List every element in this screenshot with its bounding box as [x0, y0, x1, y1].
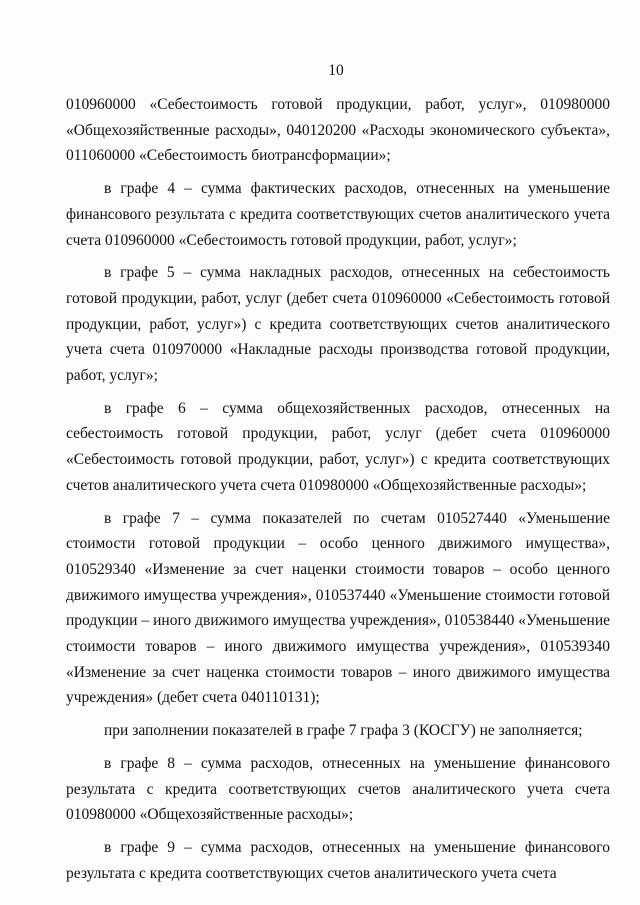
paragraph-4: в графе 6 – сумма общехозяйственных расходов, отнесенных на себестоимость готовой продукции, работ, услуг (дебет счета 010960000 «Себестоимость готовой продукции, работ, услуг») с кредита соответствующих счетов аналитического учета счета 010980000 «Общехозяйственные расходы»;: [66, 399, 610, 494]
page-number: 10: [328, 62, 344, 79]
paragraph-5: в графе 7 – сумма показателей по счетам 010527440 «Уменьшение стоимости готовой продукции – особо ценного движимого имущества», 010529340 «Изменение за счет наценки стоимости товаров – особо ценного движимого имущества учреждения», 010537440 «Уменьшение стоимости готовой продукции – иного движимого имущества учреждения», 010538440 «Уменьшение стоимости товаров – иного движимого имущества учреждения», 010539340 «Изменение за счет наценка стоимости товаров – иного движимого имущества учреждения» (дебет счета 040110131);: [66, 509, 610, 707]
document-body: [66, 92, 610, 893]
paragraph-3: в графе 5 – сумма накладных расходов, отнесенных на себестоимость готовой продукции, работ, услуг (дебет счета 010960000 «Себестоимость готовой продукции, работ, услуг») с кредита соответствующих счетов аналитического учета счета 010970000 «Накладные расходы производства готовой продукции, работ, услуг»;: [66, 264, 610, 385]
paragraph-6: при заполнении показателей в графе 7 графа 3 (КОСГУ) не заполняется;: [104, 722, 583, 740]
paragraph-8: в графе 9 – сумма расходов, отнесенных на уменьшение финансового результата с кредита соответствующих счетов аналитического учета счета: [66, 838, 610, 882]
paragraph-7: в графе 8 – сумма расходов, отнесенных на уменьшение финансового результата с кредита соответствующих счетов аналитического учета счета 010980000 «Общехозяйственные расходы»;: [66, 754, 610, 824]
paragraph-2: в графе 4 – сумма фактических расходов, отнесенных на уменьшение финансового результата с кредита соответствующих счетов аналитического учета счета 010960000 «Себестоимость готовой продукции, работ, услуг»;: [66, 180, 610, 249]
paragraph-1: 010960000 «Себестоимость готовой продукции, работ, услуг», 010980000 «Общехозяйственные расходы», 040120200 «Расходы экономического субъекта», 011060000 «Себестоимость биотрансформации»;: [66, 96, 610, 165]
